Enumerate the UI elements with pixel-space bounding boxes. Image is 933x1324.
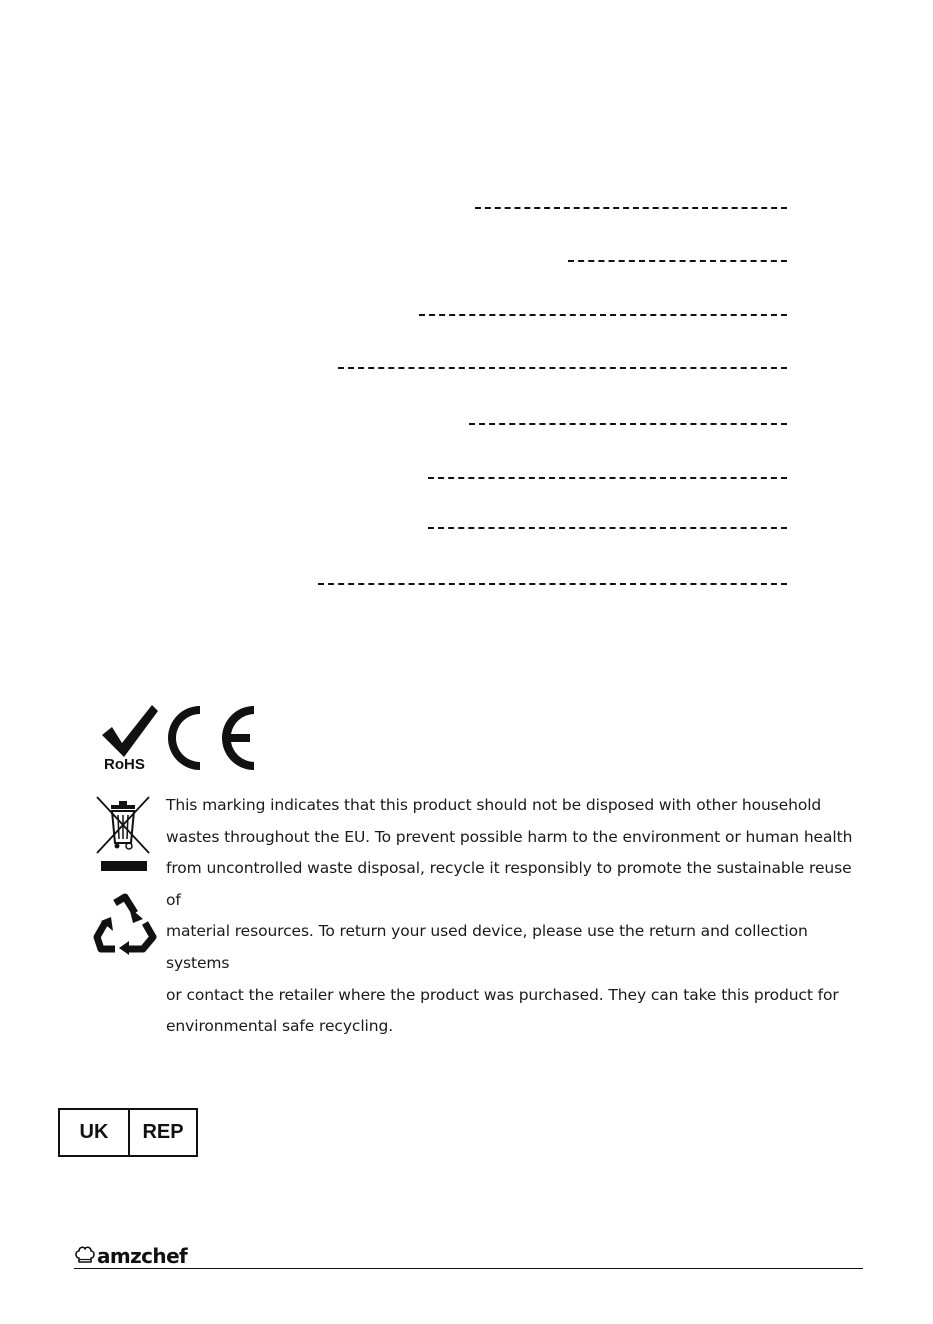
leader-line-8 xyxy=(318,583,787,585)
disposal-line-1: This marking indicates that this product should not be disposed with other household xyxy=(166,796,822,814)
leader-line-2 xyxy=(568,260,787,262)
leader-line-7 xyxy=(428,527,787,529)
uk-rep-mark xyxy=(58,1108,198,1157)
recycle-icon xyxy=(93,893,157,955)
leader-line-6 xyxy=(428,477,787,479)
brand-logo xyxy=(74,1238,187,1268)
rohs-logo xyxy=(100,703,164,771)
ce-mark-icon xyxy=(166,704,258,772)
rohs-label: RoHS xyxy=(104,756,145,771)
leader-line-5 xyxy=(469,423,787,425)
disposal-line-5: or contact the retailer where the product was purchased. They can take this product for xyxy=(166,985,839,1004)
ce-mark xyxy=(166,704,258,772)
uk-rep-uk-label: UK xyxy=(60,1110,130,1155)
uk-rep-rep-label: REP xyxy=(142,1121,184,1143)
disposal-line-3: from uncontrolled waste disposal, recycle it responsibly to promote the sustainable reuse of xyxy=(166,859,852,909)
leader-line-4 xyxy=(338,367,787,369)
disposal-notice xyxy=(166,790,856,1043)
disposal-line-6: environmental safe recycling. xyxy=(166,1017,394,1036)
disposal-line-2: wastes throughout the EU. To prevent possible harm to the environment or human health xyxy=(166,827,853,846)
leader-line-3 xyxy=(419,314,787,316)
disposal-line-4: material resources. To return your used device, please use the return and collection systems xyxy=(166,922,808,972)
footer-rule xyxy=(74,1268,863,1269)
weee-crossed-bin-icon xyxy=(95,795,151,875)
rohs-check-icon xyxy=(100,703,164,771)
chef-hat-icon xyxy=(74,1244,96,1268)
leader-line-1 xyxy=(475,207,787,209)
brand-name: amzchef xyxy=(97,1244,188,1268)
